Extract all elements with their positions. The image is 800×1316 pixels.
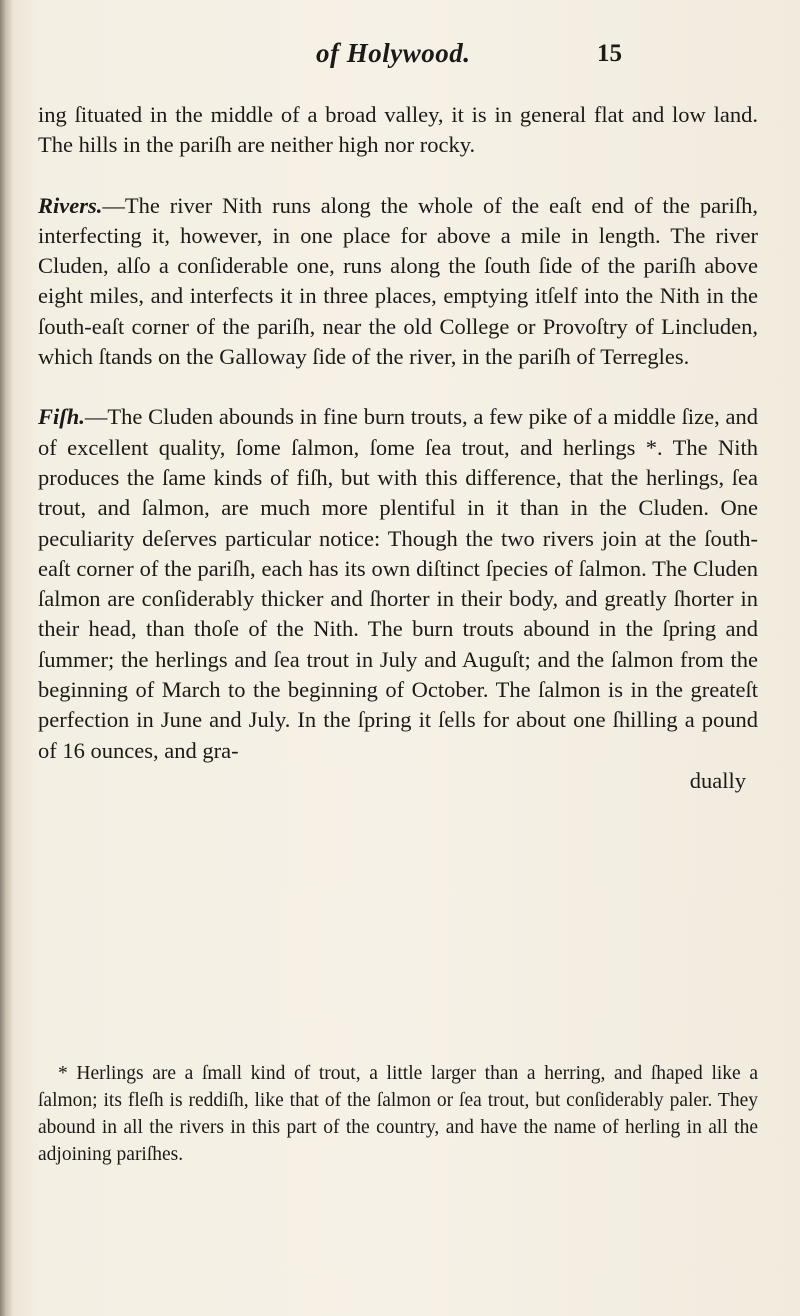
fish-text: —The Cluden abounds in fine burn trouts, a few pike of a middle ſize, and of excellent quality, ſome ſalmon, ſome ſea trout, and herlings *. The Nith produces the ſame kinds of fiſh, but with this difference, that the herlings, ſea trout, and ſalmon, are much more plentiful in it than in the Cluden. One peculiarity deſerves particular notice: Though the two rivers join at the ſouth-eaſt corner of the pariſh, each has its own diſtinct ſpecies of ſalmon. The Cluden ſalmon are conſiderably thicker and ſhorter in their body, and greatly ſhorter in their head, than thoſe of the Nith. The burn trouts abound in the ſpring and ſummer; the herlings and ſea trout in July and Auguſt; and the ſalmon from the beginning of March to the beginning of October. The ſalmon is in the greateſt perfection in June and July. In the ſpring it ſells for about one ſhilling a pound of 16 ounces, and gra-: [38, 404, 758, 763]
running-head-title: of Holywood.: [316, 38, 471, 68]
paragraph-fish: [38, 402, 758, 766]
paragraph-rivers: [38, 191, 758, 373]
rivers-text: —The river Nith runs along the whole of the eaſt end of the pariſh, interfecting it, however, in one place for above a mile in length. The river Cluden, alſo a conſiderable one, runs along the ſouth ſide of the pariſh above eight miles, and interfects it in three places, emptying itſelf into the Nith in the ſouth-eaſt corner of the pariſh, near the old College or Provoſtry of Lincluden, which ſtands on the Galloway ſide of the river, in the pariſh of Terregles.: [38, 192, 758, 370]
footnote: * Herlings are a ſmall kind of trout, a little larger than a herring, and ſhaped like a ſalmon; its fleſh is reddiſh, like that of the ſalmon or ſea trout, but conſiderably paler. They abound in all the rivers in this part of the country, and have the name of herling in all the adjoining pariſhes.: [38, 1063, 758, 1165]
rivers-heading: Rivers.: [38, 192, 103, 218]
paragraph-continuation: ing ſituated in the middle of a broad valley, it is in general flat and low land. The hills in the pariſh are neither high nor rocky.: [38, 102, 758, 158]
page-number: 15: [597, 40, 622, 67]
catchword: dually: [689, 767, 746, 793]
running-head: [0, 38, 800, 78]
body-text: [38, 100, 758, 796]
fish-heading: Fiſh.: [38, 404, 85, 430]
page-gutter-shadow: [0, 0, 14, 1316]
